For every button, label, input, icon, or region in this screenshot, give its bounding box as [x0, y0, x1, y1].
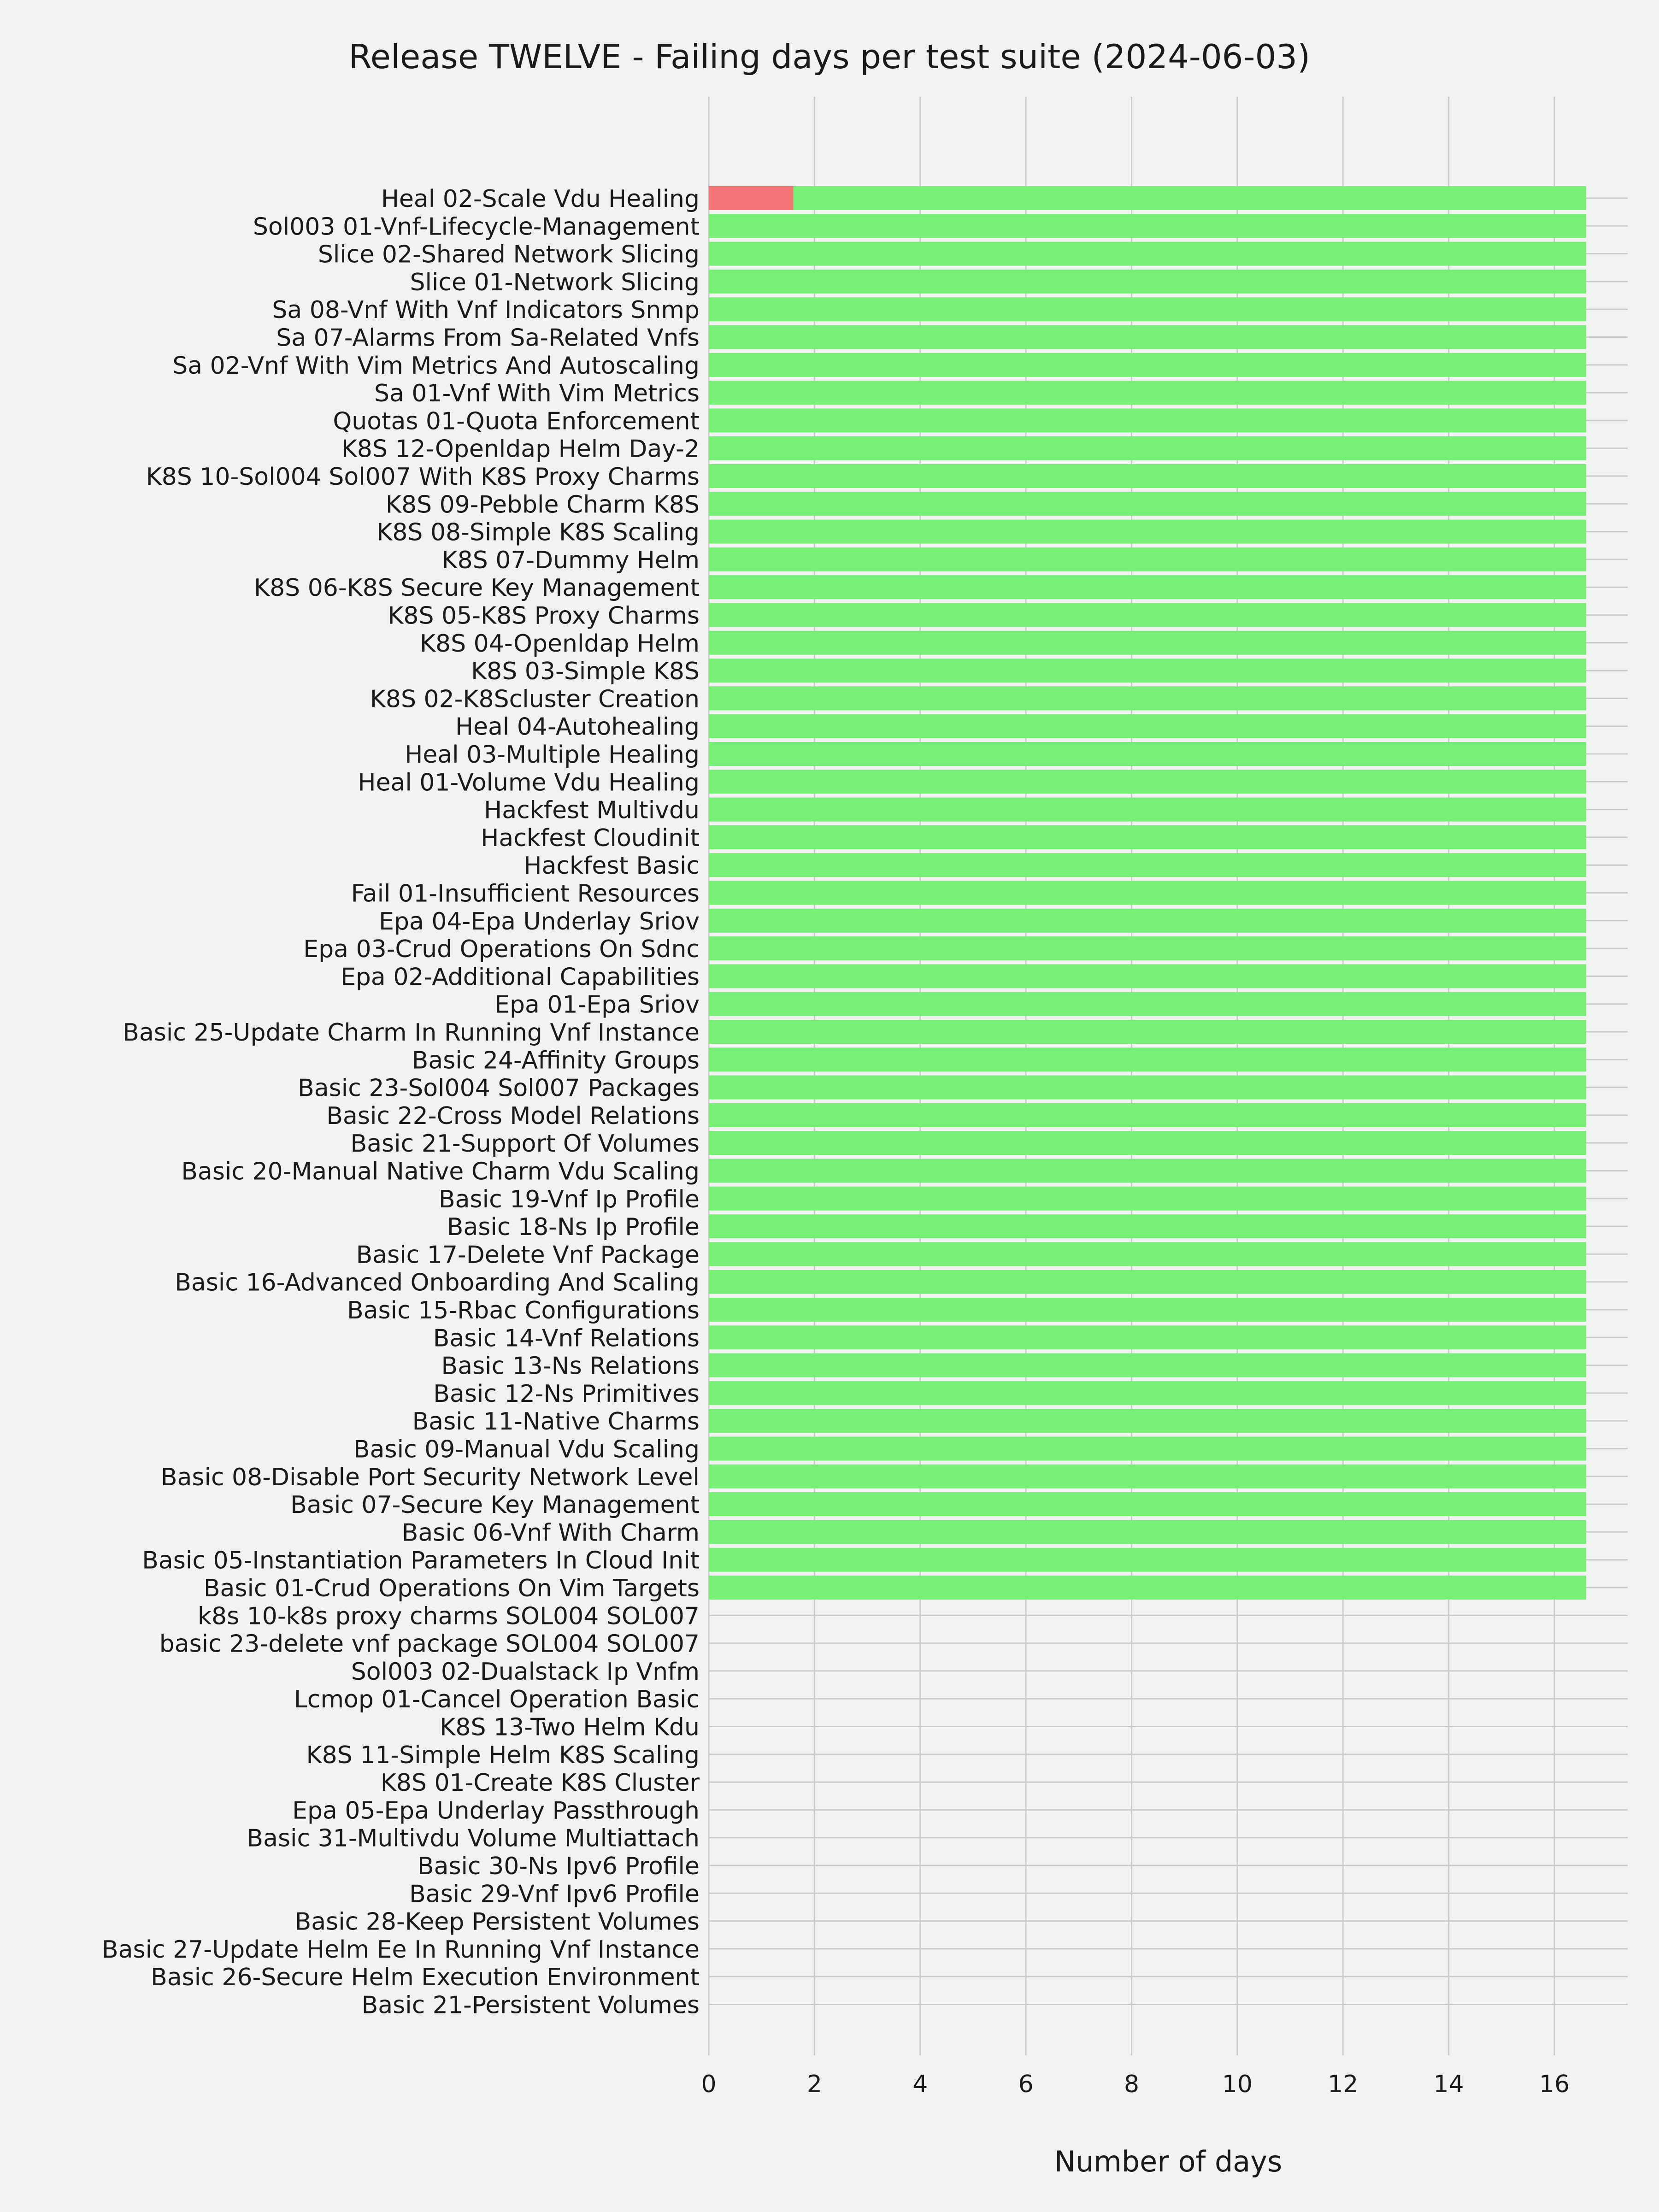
bar-passing-days — [709, 714, 1586, 738]
bar-passing-days — [709, 464, 1586, 488]
bar-passing-days — [709, 1159, 1586, 1183]
bar-passing-days — [709, 1409, 1586, 1433]
bar-passing-days — [709, 1437, 1586, 1461]
bar-passing-days — [709, 297, 1586, 321]
y-tick-label: Epa 04-Epa Underlay Sriov — [379, 907, 700, 935]
bar-passing-days — [709, 1020, 1586, 1044]
bar-passing-days — [709, 992, 1586, 1016]
bar-passing-days — [709, 686, 1586, 710]
y-tick-label: Hackfest Basic — [524, 852, 700, 880]
y-tick-label: K8S 07-Dummy Helm — [441, 546, 700, 574]
y-tick-label: Basic 13-Ns Relations — [441, 1352, 700, 1380]
bar-passing-days — [709, 853, 1586, 877]
y-tick-label: Basic 24-Affinity Groups — [412, 1047, 700, 1075]
bar-passing-days — [709, 798, 1586, 822]
bar-passing-days — [709, 1242, 1586, 1266]
y-tick-label: Basic 07-Secure Key Management — [290, 1491, 700, 1519]
y-tick-label: Basic 15-Rbac Configurations — [347, 1297, 700, 1324]
y-tick-label: K8S 08-Simple K8S Scaling — [377, 518, 700, 547]
y-tick-label: Basic 08-Disable Port Security Network Level — [160, 1463, 700, 1491]
y-tick-label: K8S 11-Simple Helm K8S Scaling — [306, 1741, 700, 1769]
bar-passing-days — [709, 520, 1586, 544]
bar-passing-days — [709, 1047, 1586, 1071]
y-tick-label: K8S 03-Simple K8S — [471, 658, 700, 686]
bar-passing-days — [709, 1520, 1586, 1544]
bar-passing-days — [709, 408, 1586, 432]
y-tick-label: Basic 12-Ns Primitives — [433, 1380, 700, 1408]
bar-passing-days — [709, 1353, 1586, 1377]
bar-passing-days — [709, 770, 1586, 794]
y-tick-label: Quotas 01-Quota Enforcement — [333, 407, 700, 435]
bar-passing-days — [709, 659, 1586, 682]
bar-passing-days — [709, 825, 1586, 849]
bar-passing-days — [709, 353, 1586, 377]
y-tick-label: Basic 11-Native Charms — [412, 1408, 700, 1436]
y-tick-label: K8S 02-K8Scluster Creation — [370, 685, 700, 713]
y-tick-label: Basic 23-Sol004 Sol007 Packages — [298, 1074, 700, 1102]
bar-passing-days — [794, 186, 1586, 210]
y-tick-label: Basic 16-Advanced Onboarding And Scaling — [175, 1269, 700, 1297]
x-tick-label: 12 — [1328, 2071, 1359, 2098]
x-tick-label: 4 — [912, 2071, 928, 2098]
y-tick-label: Basic 06-Vnf With Charm — [401, 1519, 700, 1547]
y-tick-label: Heal 02-Scale Vdu Healing — [381, 185, 700, 213]
y-tick-label: Sa 02-Vnf With Vim Metrics And Autoscaling — [172, 352, 700, 380]
bar-failing-days — [709, 186, 794, 210]
bar-passing-days — [709, 270, 1586, 294]
bar-passing-days — [709, 381, 1586, 405]
bar-passing-days — [709, 436, 1586, 460]
y-tick-label: Epa 01-Epa Sriov — [494, 991, 700, 1019]
bar-passing-days — [709, 1076, 1586, 1100]
bar-passing-days — [709, 575, 1586, 599]
y-tick-label: Hackfest Cloudinit — [481, 824, 700, 852]
y-tick-label: Basic 01-Crud Operations On Vim Targets — [203, 1575, 700, 1602]
y-tick-label: Basic 18-Ns Ip Profile — [447, 1213, 700, 1241]
bar-passing-days — [709, 1465, 1586, 1488]
y-tick-label: Epa 03-Crud Operations On Sdnc — [303, 935, 700, 964]
bar-passing-days — [709, 631, 1586, 655]
y-tick-label: Sa 01-Vnf With Vim Metrics — [374, 380, 700, 408]
bar-passing-days — [709, 603, 1586, 627]
y-tick-label: Basic 28-Keep Persistent Volumes — [294, 1908, 700, 1936]
y-tick-label: K8S 13-Two Helm Kdu — [440, 1713, 700, 1741]
y-tick-label: Basic 21-Persistent Volumes — [361, 1991, 700, 2019]
bar-passing-days — [709, 1270, 1586, 1294]
y-tick-label: Basic 26-Secure Helm Execution Environment — [151, 1964, 700, 1992]
bar-passing-days — [709, 1131, 1586, 1155]
y-tick-label: k8s 10-k8s proxy charms SOL004 SOL007 — [197, 1602, 700, 1630]
y-tick-label: Basic 22-Cross Model Relations — [326, 1102, 700, 1130]
bar-passing-days — [709, 1492, 1586, 1516]
y-tick-label: Basic 30-Ns Ipv6 Profile — [417, 1853, 700, 1880]
bar-passing-days — [709, 1103, 1586, 1127]
bar-passing-days — [709, 1214, 1586, 1238]
y-tick-label: Basic 17-Delete Vnf Package — [356, 1241, 700, 1269]
x-tick-label: 2 — [806, 2071, 822, 2098]
y-tick-label: Basic 21-Support Of Volumes — [350, 1130, 700, 1158]
y-tick-label: Basic 20-Manual Native Charm Vdu Scaling — [181, 1158, 700, 1186]
y-tick-label: Basic 29-Vnf Ipv6 Profile — [409, 1880, 700, 1908]
y-tick-label: Heal 01-Volume Vdu Healing — [358, 769, 700, 797]
y-tick-label: Heal 04-Autohealing — [455, 713, 700, 741]
x-tick-label: 16 — [1539, 2071, 1570, 2098]
x-tick-label: 0 — [701, 2071, 717, 2098]
bar-passing-days — [709, 214, 1586, 238]
y-tick-label: Sa 08-Vnf With Vnf Indicators Snmp — [272, 296, 700, 324]
y-tick-label: K8S 12-Openldap Helm Day-2 — [341, 435, 700, 463]
y-tick-label: basic 23-delete vnf package SOL004 SOL007 — [159, 1630, 700, 1658]
y-tick-label: Slice 02-Shared Network Slicing — [318, 241, 700, 269]
bar-passing-days — [709, 492, 1586, 516]
bar-passing-days — [709, 964, 1586, 988]
bar-passing-days — [709, 936, 1586, 960]
x-tick-label: 8 — [1124, 2071, 1140, 2098]
y-tick-label: K8S 09-Pebble Charm K8S — [385, 491, 700, 519]
chart-title: Release TWELVE - Failing days per test suite (2024-06-03) — [348, 37, 1311, 76]
bar-passing-days — [709, 742, 1586, 766]
x-tick-label: 10 — [1222, 2071, 1253, 2098]
bar-passing-days — [709, 881, 1586, 905]
y-tick-label: Basic 27-Update Helm Ee In Running Vnf Instance — [101, 1936, 700, 1964]
y-tick-label: Sol003 02-Dualstack Ip Vnfm — [351, 1658, 700, 1686]
bar-passing-days — [709, 1187, 1586, 1211]
bar-passing-days — [709, 547, 1586, 571]
y-tick-label: Basic 31-Multivdu Volume Multiattach — [247, 1824, 700, 1853]
y-tick-label: Fail 01-Insufficient Resources — [351, 880, 700, 908]
bar-passing-days — [709, 242, 1586, 266]
x-tick-label: 14 — [1433, 2071, 1464, 2098]
bar-passing-days — [709, 325, 1586, 349]
y-tick-label: Basic 14-Vnf Relations — [433, 1324, 700, 1353]
y-tick-label: Hackfest Multivdu — [484, 796, 700, 824]
bar-passing-days — [709, 1548, 1586, 1572]
y-tick-label: Basic 25-Update Charm In Running Vnf Instance — [123, 1019, 700, 1047]
y-tick-label: Basic 19-Vnf Ip Profile — [438, 1185, 700, 1213]
y-tick-label: Sa 07-Alarms From Sa-Related Vnfs — [276, 324, 700, 352]
bar-passing-days — [709, 1298, 1586, 1322]
y-tick-label: Sol003 01-Vnf-Lifecycle-Management — [253, 213, 700, 241]
y-tick-label: K8S 01-Create K8S Cluster — [380, 1769, 700, 1797]
y-tick-label: Epa 05-Epa Underlay Passthrough — [292, 1797, 700, 1825]
y-tick-label: Basic 09-Manual Vdu Scaling — [353, 1435, 700, 1464]
y-tick-label: K8S 04-Openldap Helm — [419, 629, 700, 658]
y-tick-label: Slice 01-Network Slicing — [410, 268, 700, 296]
y-tick-label: Basic 05-Instantiation Parameters In Cloud Init — [142, 1547, 700, 1575]
y-tick-label: Heal 03-Multiple Healing — [405, 741, 700, 769]
bar-passing-days — [709, 909, 1586, 933]
y-tick-label: K8S 06-K8S Secure Key Management — [253, 574, 700, 602]
y-tick-label: Epa 02-Additional Capabilities — [341, 963, 700, 991]
x-axis-label: Number of days — [1054, 2145, 1282, 2178]
bar-passing-days — [709, 1325, 1586, 1349]
bar-passing-days — [709, 1381, 1586, 1405]
x-tick-label: 6 — [1018, 2071, 1034, 2098]
bar-passing-days — [709, 1576, 1586, 1600]
bar-layer — [709, 186, 1586, 1600]
y-tick-label: K8S 10-Sol004 Sol007 With K8S Proxy Charms — [146, 463, 700, 491]
y-tick-label: Lcmop 01-Cancel Operation Basic — [294, 1686, 700, 1714]
y-tick-label: K8S 05-K8S Proxy Charms — [388, 602, 700, 630]
